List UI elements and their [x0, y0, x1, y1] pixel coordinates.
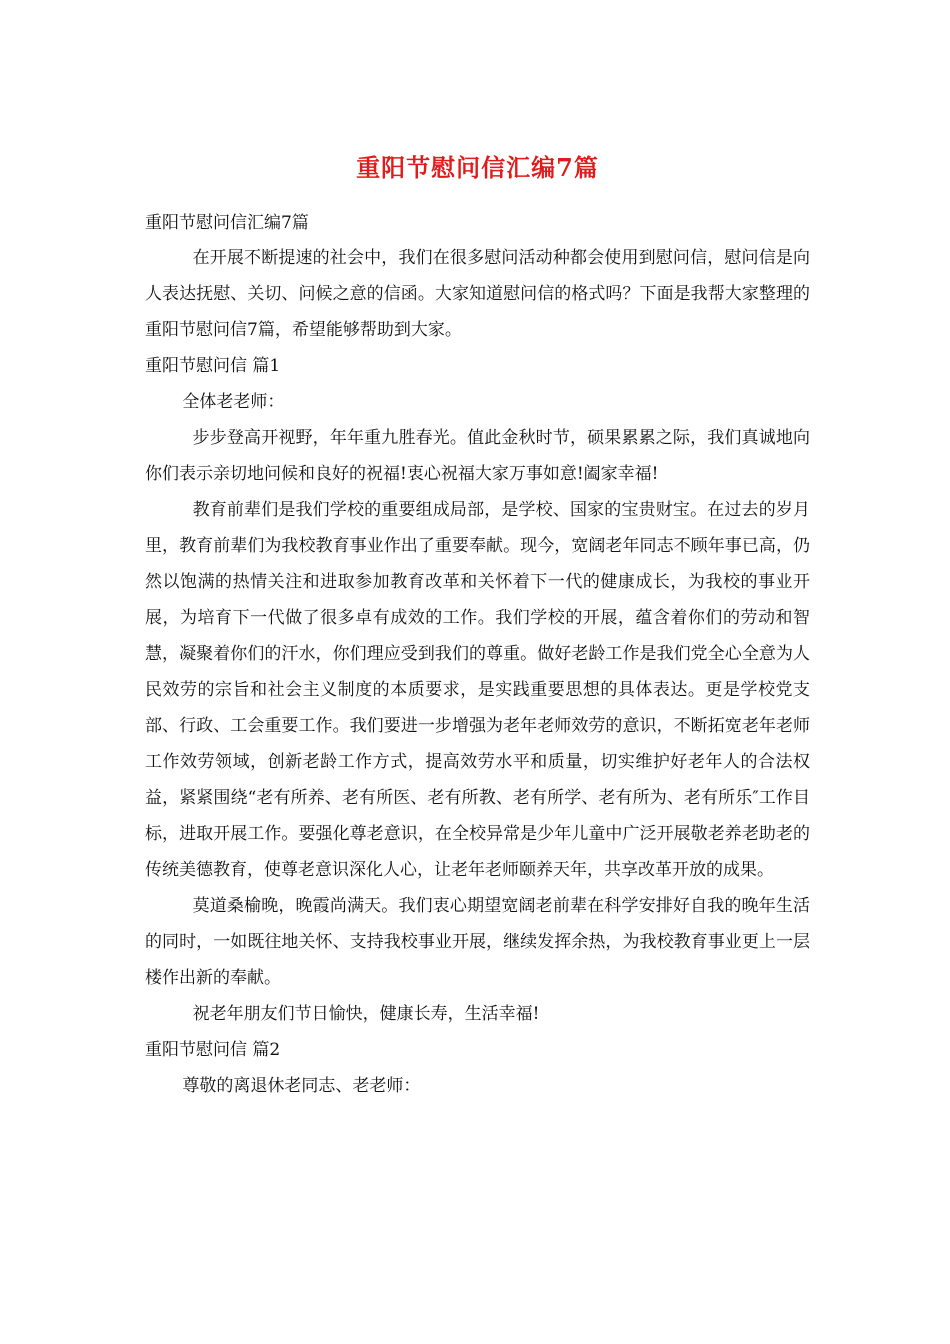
document-subtitle: 重阳节慰问信汇编7篇 — [145, 213, 309, 233]
document-title: 重阳节慰问信汇编7篇 — [356, 153, 599, 182]
body-paragraph: 莫道桑榆晚，晚霞尚满天。我们衷心期望宽阔老前辈在科学安排好自我的晚年生活的同时，一如既往地关怀、支持我校事业开展，继续发挥余热，为我校教育事业更上一层楼作出新的奉献。 — [145, 896, 810, 988]
salutation-1: 全体老老师： — [182, 392, 285, 412]
salutation-2: 尊敬的离退休老同志、老老师： — [182, 1076, 421, 1096]
section-heading-2: 重阳节慰问信 篇2 — [145, 1040, 281, 1060]
intro-paragraph: 在开展不断提速的社会中，我们在很多慰问活动种都会使用到慰问信，慰问信是向人表达抚慰、关切、问候之意的信函。大家知道慰问信的格式吗？下面是我帮大家整理的重阳节慰问信7篇，希望能够帮助到大家。 — [145, 248, 810, 340]
body-paragraph: 教育前辈们是我们学校的重要组成局部，是学校、国家的宝贵财宝。在过去的岁月里，教育前辈们为我校教育事业作出了重要奉献。现今，宽阔老年同志不顾年事已高，仍然以饱满的热情关注和进取参加教育改革和关怀着下一代的健康成长，为我校的事业开展，为培育下一代做了很多卓有成效的工作。我们学校的开展，蕴含着你们的劳动和智慧，凝聚着你们的汗水，你们理应受到我们的尊重。做好老龄工作是我们党全心全意为人民效劳的宗旨和社会主义制度的本质要求，是实践重要思想的具体表达。更是学校党支部、行政、工会重要工作。我们要进一步增强为老年老师效劳的意识，不断拓宽老年老师工作效劳领域，创新老龄工作方式，提高效劳水平和质量，切实维护好老年人的合法权益，紧紧围绕“老有所养、老有所医、老有所教、老有所学、老有所为、老有所乐″工作目标，进取开展工作。要强化尊老意识，在全校异常是少年儿童中广泛开展敬老养老助老的传统美德教育，使尊老意识深化人心，让老年老师颐养天年，共享改革开放的成果。 — [145, 500, 810, 880]
section-heading-1: 重阳节慰问信 篇1 — [145, 356, 281, 376]
document-page — [145, 150, 810, 1104]
body-paragraph: 祝老年朋友们节日愉快，健康长寿，生活幸福! — [192, 1004, 540, 1024]
body-paragraph: 步步登高开视野，年年重九胜春光。值此金秋时节，硕果累累之际，我们真诚地向你们表示亲切地问候和良好的祝福!衷心祝福大家万事如意!阖家幸福! — [145, 428, 810, 484]
